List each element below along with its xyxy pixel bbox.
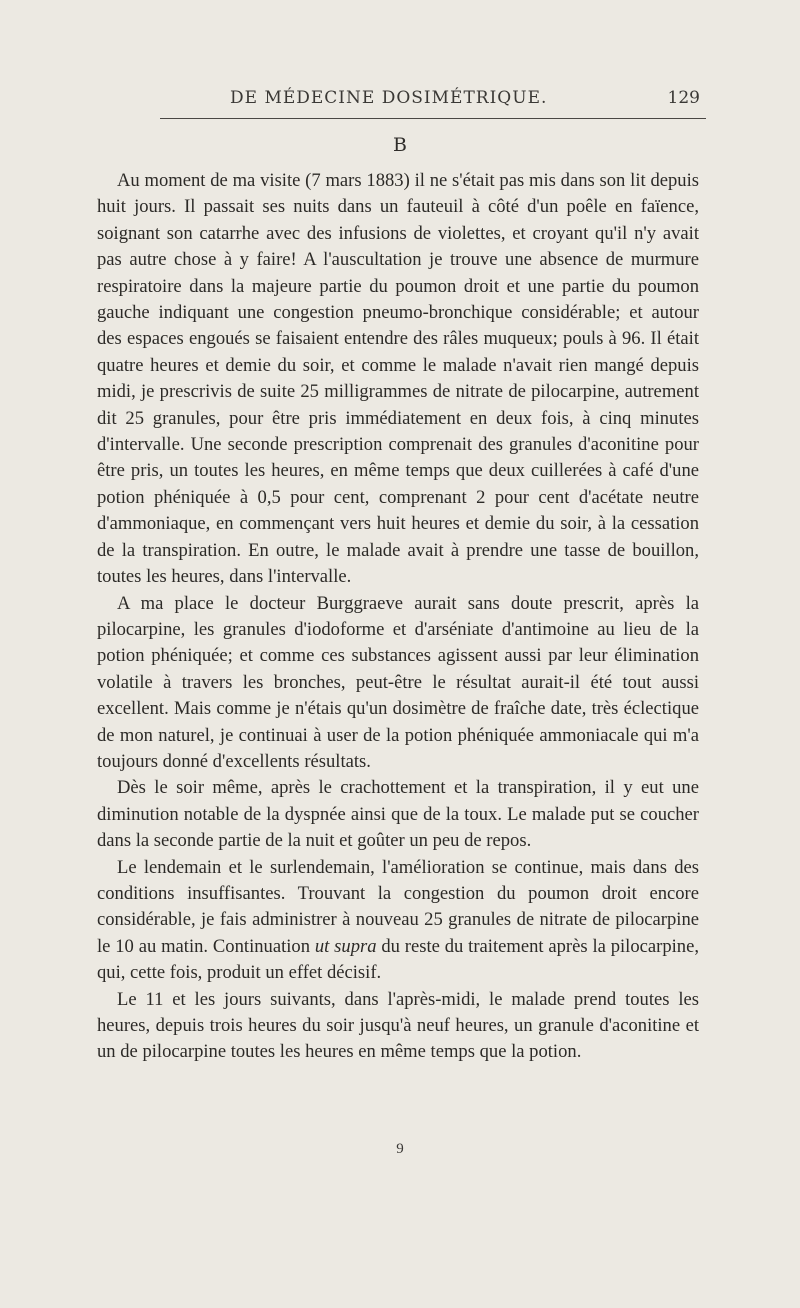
paragraph-2: A ma place le docteur Burggraeve aurait sans doute prescrit, après la pilocarpine, les granules d'iodoforme et d'arséniate d'antimoine au lieu de la potion phéniquée; et comme ces substances agissent aussi par leur élimination volatile à travers les bronches, peut-être le résultat aurait-il été tout aussi excellent. Mais comme je n'étais qu'un dosimètre de fraîche date, très éclectique de mon naturel, je continuai à user de la potion phéniquée ammoniacale qui m'a toujours donné d'excellents résultats. — [97, 592, 699, 772]
paragraph-4-italic: ut supra — [314, 935, 377, 957]
page-number: 129 — [667, 88, 700, 108]
paragraph-3: Dès le soir même, après le crachottement et la transpiration, il y eut une diminution notable de la dyspnée ainsi que de la toux. Le malade put se coucher dans la seconde partie de la nuit et goûter un peu de repos. — [97, 777, 699, 852]
header-rule — [160, 118, 706, 119]
paragraph-4-text-before: Le lendemain et le surlendemain, l'amélioration se continue, mais dans des conditions insuffisantes. Trouvant la congestion du poumon droit encore considérable, je fais administrer à nouveau 25 granules de nitrate de pilocarpine le 10 au matin. Continuation — [97, 856, 699, 957]
paragraph-4 — [97, 855, 699, 987]
paragraph-5: Le 11 et les jours suivants, dans l'après-midi, le malade prend toutes les heures, depuis trois heures du soir jusqu'à neuf heures, un granule d'aconitine et un de pilocarpine toutes les heures en même temps que la potion. — [97, 988, 699, 1063]
paragraph-4-text-after: du reste du traitement après la pilocarpine, qui, cette fois, produit un effet décisif. — [97, 935, 699, 984]
paragraph-1: Au moment de ma visite (7 mars 1883) il ne s'était pas mis dans son lit depuis huit jours. Il passait ses nuits dans un fauteuil à côté d'un poêle en faïence, soignant son catarrhe avec des infusions de violettes, et croyant qu'il n'y avait pas autre chose à y faire! A l'auscultation je trouve une absence de murmure respiratoire dans la majeure partie du poumon droit et une partie du poumon gauche indiquant une congestion pneumo-bronchique considérable; et autour des espaces engoués se faisaient entendre des râles muqueux; pouls à 96. Il était quatre heures et demie du soir, et comme le malade n'avait rien mangé depuis midi, je prescrivis de suite 25 milligrammes de nitrate de pilocarpine, autrement dit 25 granules, pour être pris immédiatement en deux fois, à cinq minutes d'intervalle. Une seconde prescription comprenait des granules d'aconitine pour être pris, un toutes les heures, en même temps que deux cuillerées à café d'une potion phéniquée à 0,5 pour cent, comprenant 2 pour cent d'acétate neutre d'ammoniaque, en commençant vers huit heures et demie du soir, à la cessation de la transpiration. En outre, le malade avait à prendre une tasse de bouillon, toutes les heures, dans l'intervalle. — [97, 170, 699, 588]
running-title: DE MÉDECINE DOSIMÉTRIQUE. — [230, 88, 548, 108]
section-heading: B — [393, 134, 407, 156]
signature-mark: 9 — [396, 1141, 404, 1157]
body-text — [97, 168, 699, 1066]
